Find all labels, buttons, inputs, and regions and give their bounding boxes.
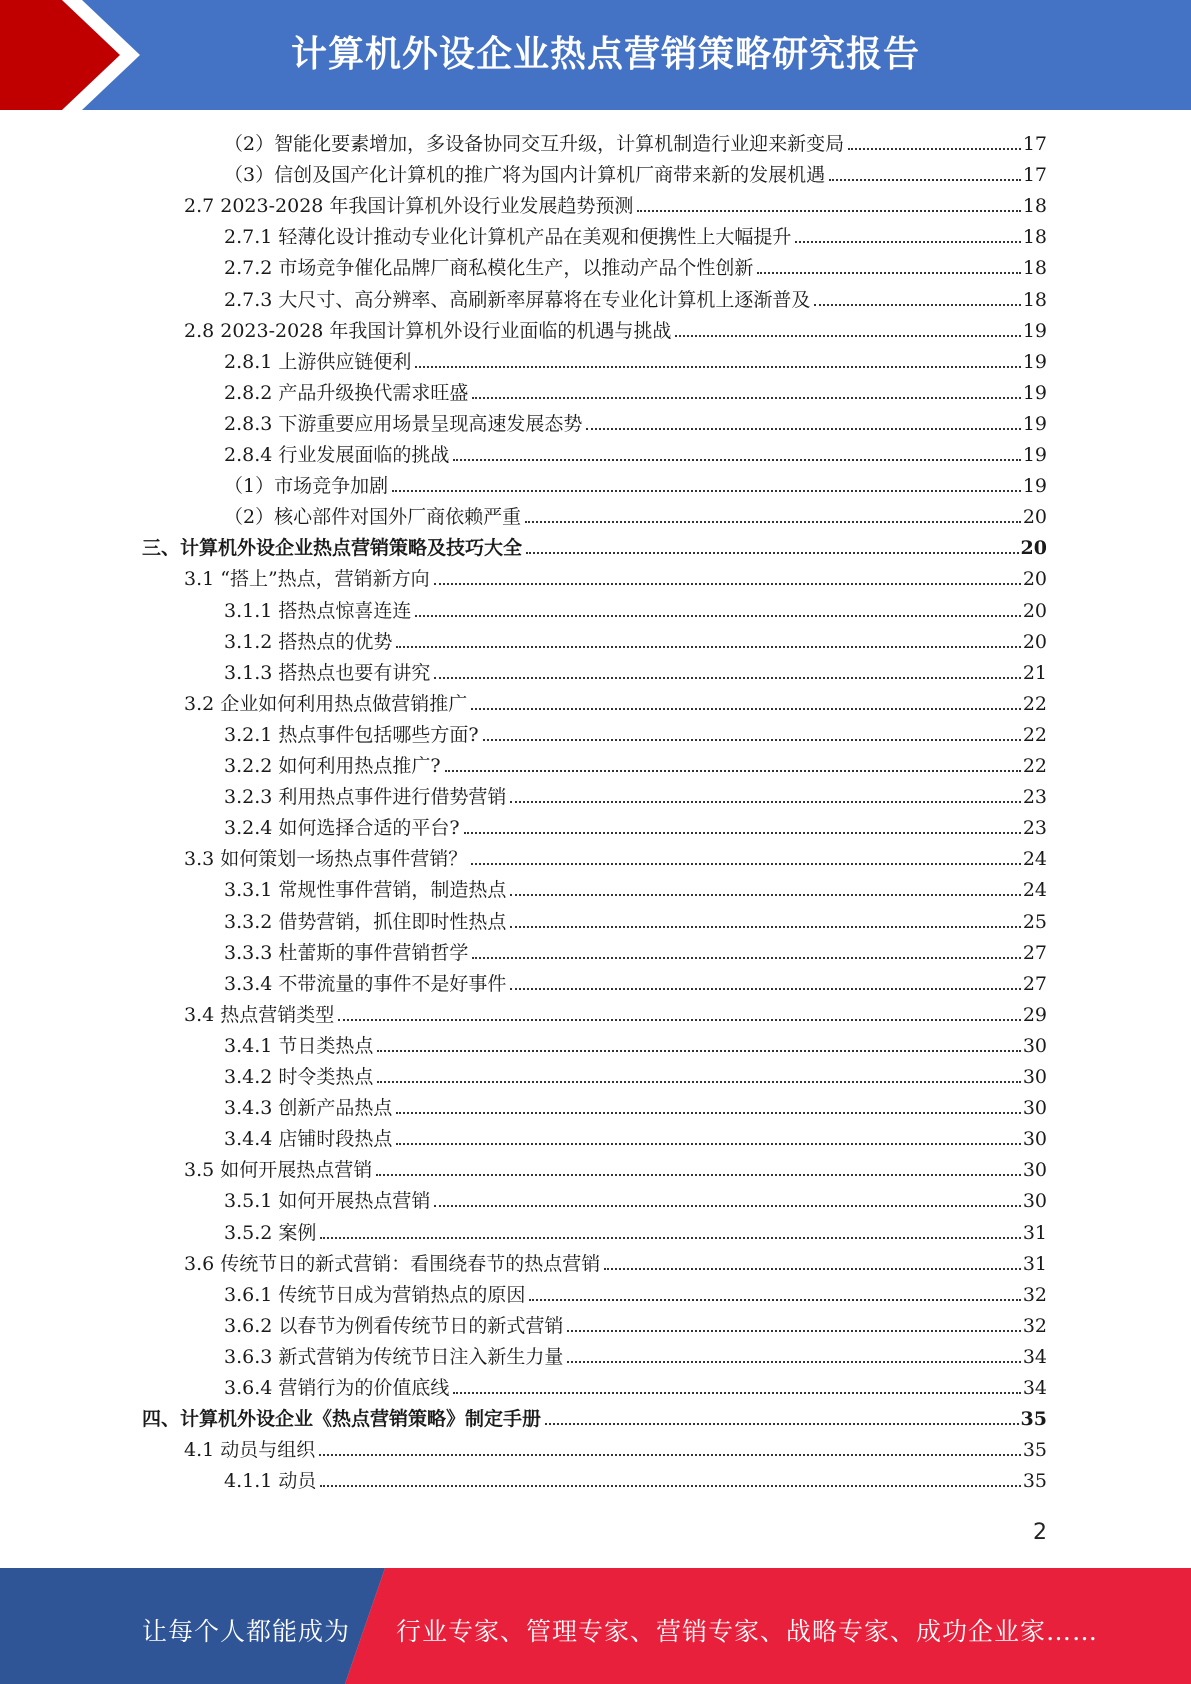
toc-entry-title: 2.8.2 产品升级换代需求旺盛: [224, 381, 469, 404]
toc-entry[interactable]: [224, 871, 1047, 902]
toc-entry[interactable]: [184, 1151, 1047, 1182]
toc-dot-leader: [472, 397, 1020, 399]
toc-entry-page: 31: [1022, 1252, 1047, 1275]
toc-entry-page: 24: [1022, 879, 1047, 902]
toc-dot-leader: [848, 148, 1021, 150]
toc-dot-leader: [377, 1050, 1020, 1052]
toc-entry-page: 21: [1022, 661, 1047, 684]
toc-entry-title: 3.2.2 如何利用热点推广?: [224, 755, 441, 777]
toc-entry[interactable]: [224, 654, 1047, 685]
report-title: 计算机外设企业热点营销策略研究报告: [290, 34, 920, 75]
toc-dot-leader: [319, 1454, 1021, 1456]
toc-dot-leader: [464, 832, 1021, 834]
toc-entry-page: 17: [1022, 164, 1047, 187]
toc-entry-page: 29: [1022, 1003, 1047, 1026]
toc-entry-title: 3.4 热点营销类型: [184, 1003, 335, 1026]
toc-entry-title: 3.6.2 以春节为例看传统节日的新式营销: [224, 1314, 564, 1337]
toc-entry-page: 20: [1022, 599, 1047, 622]
toc-entry-page: 22: [1022, 723, 1047, 746]
toc-entry-page: 35: [1020, 1408, 1047, 1431]
toc-entry-title: 3.5 如何开展热点营销: [184, 1159, 373, 1182]
toc-entry[interactable]: [224, 747, 1047, 778]
toc-entry-page: 19: [1022, 412, 1047, 435]
toc-entry-title: 3.6.4 营销行为的价值底线: [224, 1377, 450, 1399]
toc-entry[interactable]: [224, 778, 1047, 809]
toc-entry[interactable]: [224, 809, 1047, 840]
toc-entry[interactable]: [142, 1400, 1047, 1431]
toc-entry-title: 四、计算机外设企业《热点营销策略》制定手册: [142, 1408, 542, 1431]
toc-dot-leader: [472, 957, 1020, 959]
toc-entry-title: 三、计算机外设企业热点营销策略及技巧大全: [142, 537, 523, 560]
toc-entry[interactable]: [184, 560, 1047, 591]
toc-entry-page: 35: [1022, 1470, 1047, 1493]
toc-dot-leader: [483, 739, 1021, 741]
toc-entry-page: 22: [1022, 755, 1047, 777]
toc-entry-title: （3）信创及国产化计算机的推广将为国内计算机厂商带来新的发展机遇: [224, 164, 826, 187]
toc-entry[interactable]: [224, 498, 1047, 529]
toc-entry[interactable]: [224, 1182, 1047, 1213]
toc-dot-leader: [567, 1361, 1020, 1363]
toc-entry-title: 3.1.2 搭热点的优势: [224, 630, 393, 653]
toc-entry-title: 3.1 “搭上”热点，营销新方向: [184, 568, 430, 591]
toc-entry-title: 3.4.1 节日类热点: [224, 1034, 374, 1057]
toc-dot-leader: [545, 1423, 1019, 1425]
toc-entry-title: 2.7.2 市场竞争催化品牌厂商私模化生产，以推动产品个性创新: [224, 257, 754, 280]
toc-entry[interactable]: [224, 1027, 1047, 1058]
toc-entry-title: 3.3.2 借势营销，抓住即时性热点: [224, 910, 507, 933]
report-header: [0, 0, 1191, 110]
toc-entry-title: 3.1.3 搭热点也要有讲究: [224, 661, 431, 684]
toc-dot-leader: [415, 615, 1020, 617]
toc-entry-page: 32: [1022, 1314, 1047, 1337]
toc-entry[interactable]: [224, 965, 1047, 996]
toc-dot-leader: [510, 894, 1020, 896]
toc-entry-title: 2.7.3 大尺寸、高分辨率、高刷新率屏幕将在专业化计算机上逐渐普及: [224, 288, 811, 311]
toc-entry-title: 3.2 企业如何利用热点做营销推广: [184, 692, 468, 715]
toc-entry[interactable]: [224, 374, 1047, 405]
toc-entry-page: 18: [1022, 257, 1047, 280]
toc-entry[interactable]: [224, 405, 1047, 436]
toc-entry-title: 2.8 2023-2028 年我国计算机外设行业面临的机遇与挑战: [184, 319, 672, 342]
toc-dot-leader: [445, 770, 1021, 772]
toc-entry-title: 3.3.1 常规性事件营销，制造热点: [224, 879, 507, 902]
toc-entry-page: 18: [1022, 288, 1047, 311]
toc-entry[interactable]: [224, 436, 1047, 467]
toc-entry-title: 3.6.3 新式营销为传统节日注入新生力量: [224, 1345, 564, 1368]
toc-dot-leader: [396, 1143, 1020, 1145]
toc-entry-title: （2）核心部件对国外厂商依赖严重: [224, 506, 522, 529]
toc-entry[interactable]: [224, 1089, 1047, 1120]
toc-dot-leader: [434, 677, 1020, 679]
toc-entry-page: 30: [1022, 1190, 1047, 1213]
toc-dot-leader: [510, 801, 1020, 803]
toc-entry[interactable]: [224, 1462, 1047, 1493]
toc-entry-page: 19: [1022, 381, 1047, 404]
toc-entry-title: 2.7 2023-2028 年我国计算机外设行业发展趋势预测: [184, 195, 634, 218]
toc-entry[interactable]: [224, 1120, 1047, 1151]
toc-entry-title: 3.4.2 时令类热点: [224, 1066, 374, 1088]
page-number: 2: [1033, 1520, 1047, 1545]
toc-entry-title: 3.6 传统节日的新式营销：看围绕春节的热点营销: [184, 1252, 601, 1275]
toc-dot-leader: [320, 1237, 1020, 1239]
toc-entry-page: 24: [1022, 848, 1047, 871]
toc-entry-title: 4.1.1 动员: [224, 1470, 317, 1493]
toc-dot-leader: [814, 304, 1020, 306]
toc-entry[interactable]: [184, 996, 1047, 1027]
toc-dot-leader: [396, 1112, 1020, 1114]
toc-entry-page: 34: [1022, 1345, 1047, 1368]
toc-dot-leader: [510, 988, 1020, 990]
toc-dot-leader: [675, 335, 1020, 337]
toc-entry[interactable]: [184, 1431, 1047, 1462]
toc-entry[interactable]: [224, 467, 1047, 498]
toc-dot-leader: [795, 241, 1020, 243]
toc-entry[interactable]: [224, 592, 1047, 623]
toc-entry-title: 3.3.4 不带流量的事件不是好事件: [224, 972, 507, 995]
toc-entry-title: 3.4.3 创新产品热点: [224, 1097, 393, 1120]
toc-dot-leader: [338, 1019, 1021, 1021]
toc-entry-page: 35: [1022, 1439, 1047, 1462]
toc-dot-leader: [415, 366, 1020, 368]
toc-entry[interactable]: [224, 934, 1047, 965]
toc-entry-page: 19: [1022, 444, 1047, 466]
toc-entry-title: 3.5.1 如何开展热点营销: [224, 1190, 431, 1213]
toc-entry-page: 27: [1022, 941, 1047, 964]
toc-entry-page: 20: [1022, 506, 1047, 529]
toc-entry[interactable]: [224, 1369, 1047, 1400]
toc-entry-title: （2）智能化要素增加，多设备协同交互升级，计算机制造行业迎来新变局: [224, 133, 845, 155]
toc-dot-leader: [392, 490, 1021, 492]
toc-entry-title: 2.8.4 行业发展面临的挑战: [224, 444, 450, 466]
toc-entry[interactable]: [224, 1338, 1047, 1369]
toc-entry[interactable]: [224, 343, 1047, 374]
toc-entry-page: 25: [1022, 910, 1047, 933]
toc-dot-leader: [376, 1174, 1021, 1176]
toc-entry[interactable]: [142, 529, 1047, 560]
toc-entry[interactable]: [184, 312, 1047, 343]
toc-entry[interactable]: [224, 1276, 1047, 1307]
toc-dot-leader: [434, 1205, 1020, 1207]
toc-entry[interactable]: [184, 840, 1047, 871]
toc-entry-page: 32: [1022, 1283, 1047, 1306]
toc-entry[interactable]: [224, 1307, 1047, 1338]
footer-slogan-right: 行业专家、管理专家、营销专家、战略专家、成功企业家……: [396, 1617, 1099, 1646]
toc-dot-leader: [529, 1299, 1020, 1301]
toc-dot-leader: [526, 552, 1019, 554]
toc-entry-page: 30: [1022, 1034, 1047, 1057]
toc-entry-title: 3.5.2 案例: [224, 1221, 317, 1244]
toc-entry-title: 3.2.3 利用热点事件进行借势营销: [224, 786, 507, 809]
toc-dot-leader: [396, 646, 1020, 648]
toc-entry[interactable]: [224, 249, 1047, 280]
toc-dot-leader: [510, 926, 1020, 928]
toc-entry[interactable]: [184, 187, 1047, 218]
toc-dot-leader: [453, 459, 1020, 461]
toc-entry-page: 31: [1022, 1221, 1047, 1244]
toc-dot-leader: [525, 521, 1021, 523]
toc-entry-page: 18: [1022, 226, 1047, 249]
footer-banner: [0, 1568, 1191, 1684]
toc-entry-page: 23: [1022, 817, 1047, 840]
toc-dot-leader: [637, 210, 1020, 212]
toc-entry[interactable]: [224, 716, 1047, 747]
toc-entry[interactable]: [224, 623, 1047, 654]
toc-entry-page: 20: [1022, 630, 1047, 653]
toc-entry-title: 3.2.1 热点事件包括哪些方面?: [224, 723, 479, 746]
toc-entry-title: 3.6.1 传统节日成为营销热点的原因: [224, 1283, 526, 1306]
toc-entry-page: 30: [1022, 1097, 1047, 1120]
toc-dot-leader: [320, 1485, 1020, 1487]
toc-entry-page: 27: [1022, 972, 1047, 995]
toc-dot-leader: [377, 1081, 1020, 1083]
footer-slogan-left: 让每个人都能成为: [142, 1617, 351, 1646]
toc-entry-page: 23: [1022, 786, 1047, 809]
toc-entry-title: 2.8.3 下游重要应用场景呈现高速发展态势: [224, 412, 583, 435]
toc-entry-page: 20: [1020, 537, 1047, 560]
toc-dot-leader: [757, 272, 1020, 274]
toc-entry-page: 20: [1022, 568, 1047, 591]
toc-entry[interactable]: [184, 685, 1047, 716]
toc-entry-page: 19: [1022, 350, 1047, 373]
toc-dot-leader: [471, 863, 1021, 865]
toc-entry[interactable]: [224, 1214, 1047, 1245]
toc-entry-title: 4.1 动员与组织: [184, 1439, 316, 1462]
toc-entry-title: 3.1.1 搭热点惊喜连连: [224, 599, 412, 622]
toc-entry[interactable]: [224, 218, 1047, 249]
toc-dot-leader: [586, 428, 1020, 430]
toc-entry-page: 19: [1022, 475, 1047, 498]
toc-entry[interactable]: [224, 156, 1047, 187]
toc-dot-leader: [604, 1268, 1021, 1270]
toc-entry[interactable]: [184, 1245, 1047, 1276]
toc-entry-title: 3.2.4 如何选择合适的平台?: [224, 817, 460, 840]
toc-entry-page: 30: [1022, 1159, 1047, 1182]
toc-dot-leader: [471, 708, 1021, 710]
toc-entry[interactable]: [224, 1058, 1047, 1089]
toc-entry-title: 3.3.3 杜蕾斯的事件营销哲学: [224, 941, 469, 964]
toc-dot-leader: [829, 179, 1021, 181]
toc-entry-page: 18: [1022, 195, 1047, 218]
toc-entry-page: 17: [1022, 133, 1047, 155]
toc-entry-page: 30: [1022, 1066, 1047, 1088]
toc-entry-page: 30: [1022, 1128, 1047, 1151]
toc-entry-title: 2.8.1 上游供应链便利: [224, 350, 412, 373]
toc-dot-leader: [567, 1330, 1020, 1332]
toc-entry-title: 3.4.4 店铺时段热点: [224, 1128, 393, 1151]
toc-entry-page: 34: [1022, 1377, 1047, 1399]
toc-entry[interactable]: [224, 281, 1047, 312]
toc-entry-title: 3.3 如何策划一场热点事件营销？: [184, 848, 468, 871]
toc-dot-leader: [453, 1392, 1020, 1394]
toc-entry[interactable]: [224, 125, 1047, 156]
toc-entry-page: 22: [1022, 692, 1047, 715]
toc-entry-title: （1）市场竞争加剧: [224, 475, 389, 498]
toc-entry-page: 19: [1022, 319, 1047, 342]
toc-entry-title: 2.7.1 轻薄化设计推动专业化计算机产品在美观和便携性上大幅提升: [224, 226, 792, 249]
toc-dot-leader: [434, 583, 1021, 585]
toc-entry[interactable]: [224, 903, 1047, 934]
